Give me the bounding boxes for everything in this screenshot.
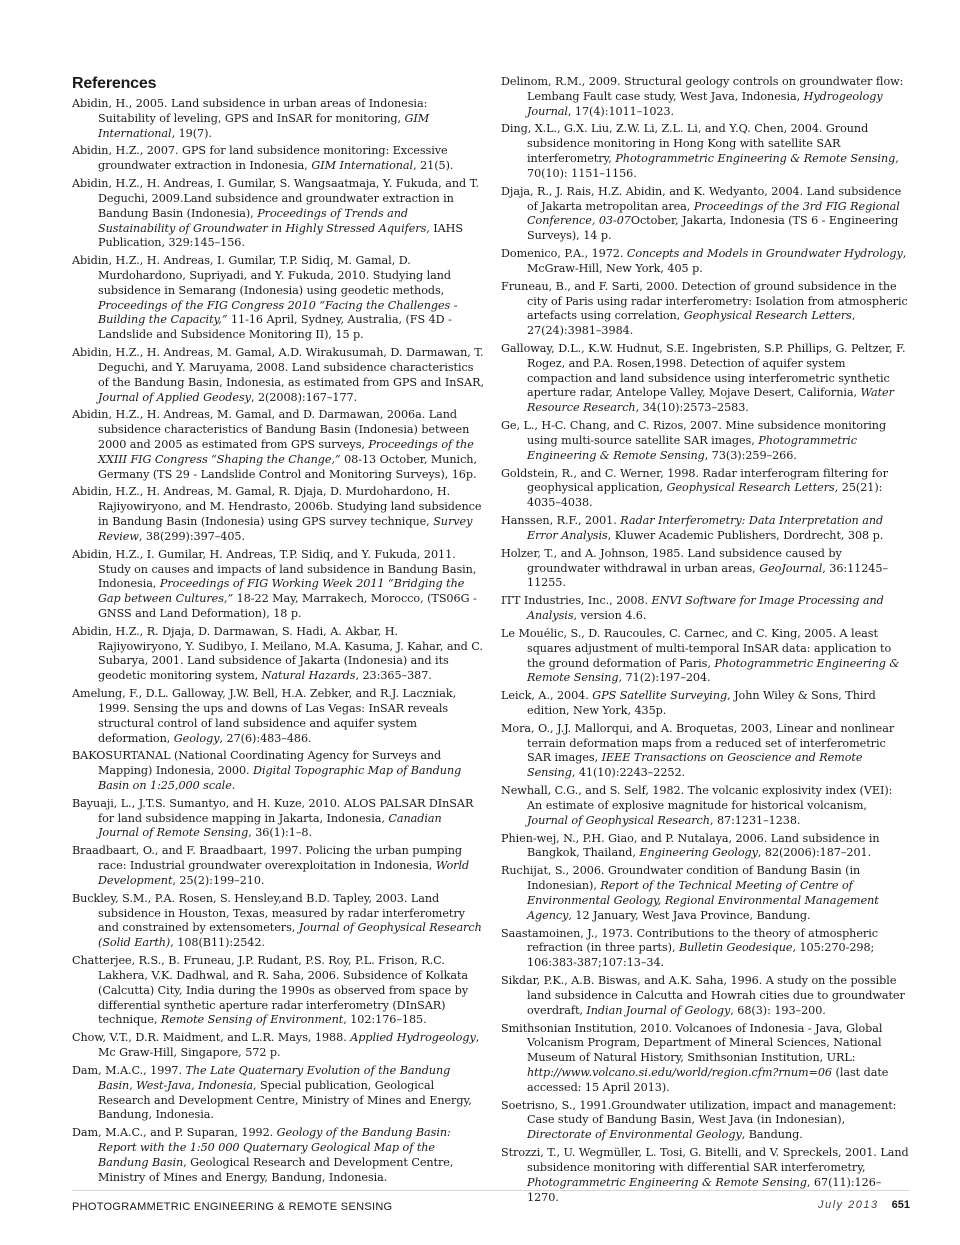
reference-text-tail: , Geological Research and Development Centre, Ministry of Mines and Energy, Bandung, Indonesia. (98, 1155, 454, 1184)
reference-entry (72, 485, 484, 544)
reference-entry (501, 1146, 909, 1205)
reference-source-title: Geophysical Research Letters (666, 481, 835, 495)
reference-source-title: GIM International (311, 159, 414, 173)
reference-text-tail: , 68(3): 193–200. (730, 1003, 826, 1017)
reference-source-title: Directorate of Environmental Geology (527, 1128, 742, 1142)
reference-entry (501, 722, 909, 781)
reference-text: Abidin, H.Z., 2007. GPS for land subsidence monitoring: Excessive groundwater extraction in Indonesia, (72, 144, 448, 173)
reference-entry (72, 177, 484, 251)
reference-source-title: Natural Hazards (261, 669, 356, 683)
reference-source-title: Radar Interferometry: Data Interpretation and Error Analysis (527, 514, 884, 542)
reference-source-title: Journal of Applied Geodesy (98, 390, 251, 404)
reference-text: ITT Industries, Inc., 2008. (501, 594, 652, 608)
reference-text-tail: , 19(7). (171, 126, 212, 140)
reference-text: Newhall, C.G., and S. Self, 1982. The volcanic explosivity index (VEI): An estimate of explosive magnitude for historical volcanism, (501, 784, 893, 812)
reference-text-tail: , 17(4):1011–1023. (567, 104, 675, 118)
reference-source-title: Proceedings of Trends and Sustainability of Groundwater in Highly Stressed Aquifers (98, 206, 427, 235)
reference-text: Le Mouélic, S., D. Raucoules, C. Carnec, and C. King, 2005. A least squares adjustment of multi-temporal InSAR data: application to the ground deformation of Paris, (501, 626, 892, 670)
reference-text: Hanssen, R.F., 2001. (501, 514, 621, 528)
reference-text-tail: , 12 January, West Java Province, Bandung. (568, 908, 811, 922)
reference-entry (501, 594, 909, 624)
reference-text-tail: , 82(2006):187–201. (757, 846, 872, 860)
reference-text: Dam, M.A.C., 1997. (72, 1063, 186, 1077)
reference-source-title: Applied Hydrogeology (350, 1031, 476, 1045)
reference-entry (501, 342, 909, 416)
reference-entry (501, 832, 909, 862)
reference-entry (72, 1064, 484, 1123)
reference-text-tail: , 71(2):197–204. (618, 671, 711, 685)
reference-text-tail: , 70(10): 1151–1156. (527, 152, 899, 180)
reference-text-tail: , Kluwer Academic Publishers, Dordrecht, 308 p. (607, 528, 884, 542)
reference-source-title: IEEE Transactions on Geoscience and Remote Sensing (527, 751, 863, 780)
footer-divider (72, 1190, 910, 1191)
reference-text-tail: , 23:365–387. (355, 669, 432, 683)
reference-entry (501, 547, 909, 591)
reference-entry (72, 892, 484, 951)
reference-text-tail: , 36:11245–11255. (527, 561, 888, 590)
reference-source-title: Geology (173, 731, 220, 745)
reference-text: Chow, V.T., D.R. Maidment, and L.R. Mays, 1988. (72, 1031, 351, 1045)
reference-entry (72, 797, 484, 841)
reference-text: Abidin, H.Z., I. Gumilar, H. Andreas, T.P. Sidiq, and Y. Fukuda, 2011. Study on causes and impacts of land subsidence in Bandung Basin, Indonesia, (72, 547, 477, 591)
footer-journal-name: PHOTOGRAMMETRIC ENGINEERING & REMOTE SENSING (72, 1201, 393, 1213)
reference-source-title: World Development (98, 859, 470, 887)
reference-entry (72, 1126, 484, 1185)
reference-text-tail: , 21(5). (413, 159, 454, 173)
reference-text-tail: , 102:176–185. (343, 1013, 427, 1027)
reference-source-title: Proceedings of the XXIII FIG Congress “Shaping the Change,” (98, 438, 474, 466)
reference-text-tail: , McGraw-Hill, New York, 405 p. (527, 247, 907, 275)
reference-source-title: Proceedings of the 3rd FIG Regional Conference, 03-07 (527, 199, 900, 228)
reference-text: Strozzi, T., U. Wegmüller, L. Tosi, G. Bitelli, and V. Spreckels, 2001. Land subsidence monitoring with differential SAR interferometry, (501, 1146, 909, 1174)
reference-source-title: GIM International (98, 111, 430, 140)
reference-text: Abidin, H.Z., H. Andreas, M. Gamal, R. Djaja, D. Murdohardono, H. Rajiyowiryono, and M. Hendrasto, 2006b. Studying land subsidence in Bandung Basin (Indonesia) using GPS survey technique, (72, 485, 482, 529)
reference-entry (72, 954, 484, 1028)
reference-text: Galloway, D.L., K.W. Hudnut, S.E. Ingebristen, S.P. Phillips, G. Peltzer, F. Rogez, and P.A. Rosen,1998. Detection of aquifer system compaction and land subsidence using interferometric synthetic aperture radar, Antelope Valley, Mojave Desert, California, (501, 342, 906, 400)
reference-text-tail: , IAHS Publication, 329:145–156. (98, 221, 463, 250)
reference-text: Braadbaart, O., and F. Braadbaart, 1997. Policing the urban pumping race: Industrial groundwater overexploitation in Indonesia, (72, 844, 463, 873)
reference-text-tail: , Special publication, Geological Research and Development Centre, Ministry of Mines and Energy, Bandung, Indonesia. (98, 1078, 472, 1122)
reference-text-tail: , 27(24):3981–3984. (527, 309, 856, 338)
reference-text-tail: , 25(21): 4035–4038. (527, 481, 883, 510)
reference-entry (501, 689, 909, 719)
reference-source-title: ENVI Software for Image Processing and Analysis (527, 594, 884, 623)
reference-source-title: http://www.volcano.si.edu/world/region.cfm?rnum=06 (527, 1065, 832, 1079)
reference-text-tail: , 87:1231–1238. (709, 813, 801, 827)
reference-text: Abidin, H.Z., R. Djaja, D. Darmawan, S. Hadi, A. Akbar, H. Rajiyowiryono, Y. Sudibyo, I. Meilano, M.A. Kasuma, J. Kahar, and C. Subarya, 2001. Land subsidence of Jakarta (Indonesia) and its geodetic monitoring system, (72, 624, 483, 683)
reference-text: Buckley, S.M., P.A. Rosen, S. Hensley,and B.D. Tapley, 2003. Land subsidence in Houston, Texas, measured by radar interferometry and constrained by extensometers, (72, 891, 465, 935)
reference-text-tail: , Mc Graw-Hill, Singapore, 572 p. (98, 1031, 480, 1060)
references-column-right (501, 75, 909, 1208)
reference-source-title: Indian Journal of Geology (586, 1003, 731, 1017)
reference-source-title: Remote Sensing of Environment (160, 1013, 344, 1027)
reference-entry (501, 1099, 909, 1143)
reference-text: Abidin, H.Z., H. Andreas, I. Gumilar, T.P. Sidiq, M. Gamal, D. Murdohardono, Supriyadi, and Y. Fukuda, 2010. Studying land subsidence in Semarang (Indonesia) using geodetic methods, (72, 254, 452, 297)
reference-entry (72, 844, 484, 888)
reference-text-tail: , John Wiley & Sons, Third edition, New York, 435p. (527, 689, 876, 717)
reference-entry (501, 974, 909, 1018)
reference-text-tail: , 73(3):259–266. (704, 448, 797, 462)
reference-text: Domenico, P.A., 1972. (501, 247, 627, 261)
reference-text: Ruchijat, S., 2006. Groundwater condition of Bandung Basin (in Indonesian), (501, 864, 861, 893)
reference-source-title: Geology of the Bandung Basin: Report with the 1:50 000 Quaternary Geological Map of the Bandung Basin (98, 1126, 451, 1169)
reference-text: Bayuaji, L., J.T.S. Sumantyo, and H. Kuze, 2010. ALOS PALSAR DInSAR for land subsidence mapping in Jakarta, Indonesia, (72, 796, 474, 825)
reference-entry (72, 1031, 484, 1061)
reference-source-title: Survey Review (98, 515, 473, 543)
reference-entry (72, 408, 484, 482)
references-column-left (72, 75, 484, 1188)
reference-text: Leick, A., 2004. (501, 689, 593, 703)
reference-text: Amelung, F., D.L. Galloway, J.W. Bell, H.A. Zebker, and R.J. Laczniak, 1999. Sensing the ups and downs of Las Vegas: InSAR reveals structural control of land subsidence and aquifer system deformation, (72, 687, 457, 745)
reference-source-title: Photogrammetric Engineering & Remote Sensing (527, 433, 857, 462)
reference-text-tail: , 105:270-298; 106:383-387;107:13–34. (527, 941, 875, 970)
reference-source-title: Photogrammetric Engineering & Remote Sensing (527, 1175, 807, 1189)
reference-text: Abidin, H.Z., H. Andreas, I. Gumilar, S. Wangsaatmaja, Y. Fukuda, and T. Deguchi, 2009.Land subsidence and groundwater extraction in Bandung Basin (Indonesia), (72, 177, 479, 220)
reference-text: Sikdar, P.K., A.B. Biswas, and A.K. Saha, 1996. A study on the possible land subsidence in Calcutta and Howrah cities due to groundwater overdraft, (501, 974, 905, 1017)
reference-source-title: Report of the Technical Meeting of Centre of Environmental Geology, Regional Environmental Management Agency (527, 879, 879, 922)
reference-text: Delinom, R.M., 2009. Structural geology controls on groundwater flow: Lembang Fault case study, West Java, Indonesia, (501, 75, 904, 103)
reference-entry (501, 927, 909, 971)
reference-entry (501, 75, 909, 119)
reference-text: Chatterjee, R.S., B. Fruneau, J.P. Rudant, P.S. Roy, P.L. Frison, R.C. Lakhera, V.K. Dadhwal, and R. Saha, 2006. Subsidence of Kolkata (Calcutta) City, India during the 1990s as observed from space by differential synthetic aperture radar interferometry (DInSAR) technique, (72, 954, 469, 1027)
reference-source-title: Concepts and Models in Groundwater Hydrology (626, 247, 903, 261)
reference-source-title: Proceedings of FIG Working Week 2011 “Bridging the Gap between Cultures,” (98, 577, 465, 606)
reference-text-tail: October, Jakarta, Indonesia (TS 6 - Engineering Surveys), 14 p. (527, 214, 899, 243)
reference-text: Dam, M.A.C., and P. Suparan, 1992. (72, 1126, 277, 1140)
reference-entry (501, 864, 909, 923)
reference-entry (501, 122, 909, 181)
footer-date: July 2013 (817, 1199, 879, 1211)
reference-text-tail: , 36(1):1–8. (248, 826, 312, 840)
reference-entry (72, 346, 484, 405)
reference-text: BAKOSURTANAL (National Coordinating Agency for Surveys and Mapping) Indonesia, 2000. (72, 749, 442, 778)
reference-entry (501, 419, 909, 463)
reference-text-tail: , 2(2008):167–177. (250, 390, 358, 404)
reference-source-title: Journal of Geophysical Research (527, 813, 710, 827)
reference-entry (501, 185, 909, 244)
reference-source-title: Proceedings of the FIG Congress 2010 “Facing the Challenges - Building the Capacity,” (98, 298, 458, 327)
reference-text-tail: , 34(10):2573–2583. (635, 401, 749, 415)
reference-entry (72, 625, 484, 684)
reference-source-title: Hydrogeology Journal (527, 89, 883, 118)
reference-text-tail: (last date accessed: 15 April 2013). (527, 1065, 889, 1094)
reference-text: Fruneau, B., and F. Sarti, 2000. Detection of ground subsidence in the city of Paris using radar interferometry: Isolation from atmospheric artefacts using correlation, (501, 279, 908, 323)
reference-text: Abidin, H.Z., H. Andreas, M. Gamal, and D. Darmawan, 2006a. Land subsidence characteristics of Bandung Basin (Indonesia) between 2000 and 2005 as estimated from GPS surveys, (72, 408, 470, 451)
reference-text: Smithsonian Institution, 2010. Volcanoes of Indonesia - Java, Global Volcanism Program, Department of Mineral Sciences, National Museum of Natural History, Smithsonian Institution, URL: (501, 1021, 883, 1065)
reference-list-left (72, 97, 484, 1185)
reference-source-title: Journal of Geophysical Research (Solid Earth) (98, 921, 482, 950)
reference-source-title: GeoJournal (759, 561, 823, 575)
footer-right (818, 1199, 910, 1211)
page-number: 651 (891, 1199, 910, 1211)
reference-text-tail: . (231, 779, 236, 792)
reference-entry (72, 749, 484, 793)
reference-text: Djaja, R., J. Rais, H.Z. Abidin, and K. Wedyanto, 2004. Land subsidence of Jakarta metropolitan area, (501, 184, 902, 213)
reference-entry (501, 627, 909, 686)
reference-text: Goldstein, R., and C. Werner, 1998. Radar interferogram filtering for geophysical application, (501, 466, 888, 495)
reference-entry (501, 247, 909, 277)
reference-entry (72, 144, 484, 174)
reference-entry (72, 254, 484, 343)
reference-entry (501, 467, 909, 511)
reference-entry (501, 784, 909, 828)
reference-entry (501, 280, 909, 339)
reference-source-title: Photogrammetric Engineering & Remote Sensing (615, 152, 896, 166)
reference-text: Holzer, T., and A. Johnson, 1985. Land subsidence caused by groundwater withdrawal in urban areas, (501, 546, 842, 575)
reference-text: Soetrisno, S., 1991.Groundwater utilization, impact and management: Case study of Bandung Basin, West Java (in Indonesian), (501, 1098, 897, 1127)
reference-text-tail: , Bandung. (741, 1128, 803, 1142)
reference-text-tail: 08-13 October, Munich, Germany (TS 29 - Landslide Control and Monitoring Surveys), 16p. (98, 452, 477, 481)
reference-text-tail: , 38(299):397–405. (138, 529, 246, 543)
reference-text-tail: , 41(10):2243–2252. (571, 766, 686, 780)
reference-text: Ge, L., H-C. Chang, and C. Rizos, 2007. Mine subsidence monitoring using multi-source satellite SAR images, (501, 419, 887, 447)
reference-text: Saastamoinen, J., 1973. Contributions to the theory of atmospheric refraction (in three parts), (501, 926, 878, 955)
reference-source-title: Bulletin Geodesique (678, 941, 793, 955)
reference-source-title: Engineering Geology (639, 846, 758, 860)
reference-entry (72, 548, 484, 622)
reference-text-tail: 18-22 May, Marrakech, Morocco, (TS06G - GNSS and Land Deformation), 18 p. (98, 592, 477, 620)
reference-source-title: Canadian Journal of Remote Sensing (98, 811, 442, 840)
reference-source-title: GPS Satellite Surveying (592, 689, 728, 703)
reference-source-title: Water Resource Research (527, 386, 894, 415)
reference-text: Abidin, H., 2005. Land subsidence in urban areas of Indonesia: Suitability of leveling, GPS and InSAR for monitoring, (72, 97, 428, 125)
reference-text-tail: , version 4.6. (573, 609, 647, 623)
reference-entry (501, 514, 909, 544)
reference-text-tail: 11-16 April, Sydney, Australia, (FS 4D - Landslide and Subsidence Monitoring II), 15 p. (98, 313, 452, 342)
reference-text-tail: , 108(B11):2542. (170, 936, 265, 950)
reference-text-tail: , 67(11):126–1270. (527, 1175, 882, 1204)
reference-source-title: Geophysical Research Letters (683, 309, 852, 323)
reference-text-tail: , 25(2):199–210. (172, 873, 265, 887)
reference-source-title: Digital Topographic Map of Bandung Basin on 1:25,000 scale (98, 764, 462, 792)
reference-list-right (501, 75, 909, 1205)
reference-text: Ding, X.L., G.X. Liu, Z.W. Li, Z.L. Li, and Y.Q. Chen, 2004. Ground subsidence monitoring in Hong Kong with satellite SAR interferometry, (501, 122, 869, 166)
references-heading: References (72, 75, 157, 92)
reference-entry (501, 1022, 909, 1096)
reference-text: Phien-wej, N., P.H. Giao, and P. Nutalaya, 2006. Land subsidence in Bangkok, Thailand, (501, 831, 880, 860)
reference-text: Mora, O., J.J. Mallorqui, and A. Broquetas, 2003, Linear and nonlinear terrain deformation maps from a reduced set of interferometric SAR images, (501, 721, 895, 765)
reference-source-title: Photogrammetric Engineering & Remote Sensing (527, 656, 900, 685)
reference-text-tail: , 27(6):483–486. (219, 731, 312, 745)
reference-source-title: The Late Quaternary Evolution of the Bandung Basin, West-Java, Indonesia (98, 1063, 451, 1092)
reference-entry (72, 687, 484, 746)
reference-text: Abidin, H.Z., H. Andreas, M. Gamal, A.D. Wirakusumah, D. Darmawan, T. Deguchi, and Y. Maruyama, 2008. Land subsidence characteristics of the Bandung Basin, Indonesia, as estimated from GPS and InSAR, (72, 346, 484, 389)
reference-entry (72, 97, 484, 141)
